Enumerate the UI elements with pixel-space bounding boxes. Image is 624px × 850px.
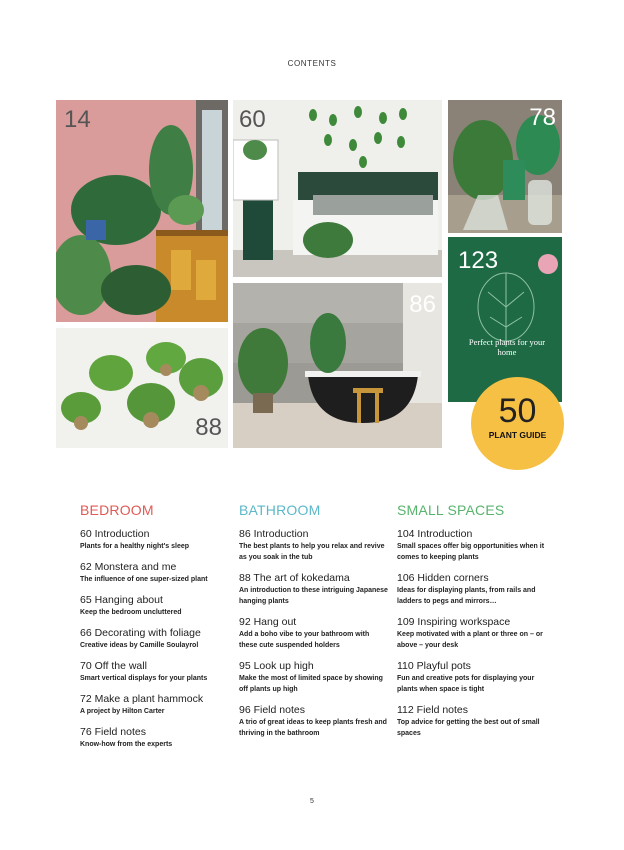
toc-entry[interactable]: [80, 528, 230, 552]
guide-cover-title: Perfect plants for your home: [468, 337, 546, 357]
section-heading: SMALL SPACES: [397, 502, 505, 518]
entry-title: 88 The art of kokedama: [239, 572, 350, 584]
badge-number: 50: [498, 392, 537, 430]
entry-title: 60 Introduction: [80, 528, 150, 540]
entry-desc: Plants for a healthy night's sleep: [80, 543, 190, 550]
section-small-spaces: [397, 502, 547, 748]
entry-title: 104 Introduction: [397, 528, 473, 540]
photo-bedroom-shelves: [56, 100, 228, 322]
entry-title: 65 Hanging about: [80, 594, 163, 606]
entry-desc: Fun and creative pots for displaying your plants when space is tight: [397, 675, 535, 693]
toc-entry[interactable]: [397, 528, 547, 563]
toc-entry[interactable]: [80, 627, 230, 651]
toc-entry[interactable]: [239, 572, 389, 607]
toc-entry[interactable]: [80, 660, 230, 684]
entry-title: 72 Make a plant hammock: [80, 693, 204, 705]
entry-desc: Make the most of limited space by showing off plants up high: [239, 675, 383, 693]
toc-entry[interactable]: [397, 616, 547, 651]
photo-bedroom-bed: [233, 100, 442, 277]
entry-desc: Ideas for displaying plants, from rails and ladders to pegs and mirrors…: [397, 587, 536, 605]
entry-title: 96 Field notes: [239, 704, 305, 716]
photo-number: 86: [409, 291, 436, 318]
toc-entry[interactable]: [397, 572, 547, 607]
entry-title: 110 Playful pots: [397, 660, 471, 672]
toc-entry[interactable]: [80, 693, 230, 717]
entry-title: 92 Hang out: [239, 616, 297, 628]
toc-entry[interactable]: [239, 704, 389, 739]
toc-entry[interactable]: [80, 594, 230, 618]
page-header: CONTENTS: [287, 59, 337, 68]
toc-entry[interactable]: [397, 660, 547, 695]
toc-entry[interactable]: [80, 726, 230, 750]
entry-title: 86 Introduction: [239, 528, 309, 540]
toc-entry[interactable]: [239, 660, 389, 695]
entry-desc: Keep the bedroom uncluttered: [80, 609, 182, 616]
entry-desc: The influence of one super-sized plant: [80, 576, 208, 583]
entry-desc: A project by Hilton Carter: [80, 708, 165, 715]
entry-title: 66 Decorating with foliage: [80, 627, 201, 639]
entry-desc: The best plants to help you relax and revive as you soak in the tub: [239, 543, 385, 561]
entry-desc: Add a boho vibe to your bathroom with these cute suspended holders: [239, 631, 370, 649]
entry-desc: A trio of great ideas to keep plants fresh and thriving in the bathroom: [239, 719, 387, 737]
photo-number: 60: [239, 106, 266, 133]
page-number: 5: [310, 798, 314, 805]
photo-number: 123: [458, 247, 499, 274]
section-bedroom: [80, 502, 230, 759]
toc-entry[interactable]: [397, 704, 547, 739]
photo-number: 88: [195, 414, 222, 441]
entry-title: 112 Field notes: [397, 704, 469, 716]
plant-guide-badge: [471, 377, 564, 470]
entry-title: 70 Off the wall: [80, 660, 147, 672]
section-heading: BATHROOM: [239, 502, 321, 518]
photo-plant-guide-cover: [448, 237, 562, 402]
photo-terrariums: [448, 100, 562, 233]
badge-label: PLANT GUIDE: [488, 430, 547, 440]
entry-desc: Top advice for getting the best out of small spaces: [397, 719, 540, 737]
entry-title: 62 Monstera and me: [80, 561, 177, 573]
entry-desc: Keep motivated with a plant or three on – or above – your desk: [397, 631, 543, 649]
section-heading: BEDROOM: [80, 502, 154, 518]
entry-desc: Small spaces offer big opportunities when it comes to keeping plants: [397, 543, 545, 561]
photo-number: 14: [64, 106, 91, 133]
entry-desc: Know-how from the experts: [80, 741, 173, 748]
toc-entry[interactable]: [80, 561, 230, 585]
entry-title: 109 Inspiring workspace: [397, 616, 511, 628]
toc-entry[interactable]: [239, 616, 389, 651]
entry-desc: Smart vertical displays for your plants: [80, 675, 208, 682]
entry-title: 76 Field notes: [80, 726, 146, 738]
photo-bathroom-tub: [233, 283, 442, 448]
entry-title: 106 Hidden corners: [397, 572, 489, 584]
toc-entry[interactable]: [239, 528, 389, 563]
entry-desc: An introduction to these intriguing Japanese hanging plants: [239, 587, 388, 605]
photo-number: 78: [529, 104, 556, 131]
entry-title: 95 Look up high: [239, 660, 314, 672]
photo-hanging-ferns: [56, 328, 228, 448]
entry-desc: Creative ideas by Camille Soulayrol: [80, 642, 199, 649]
section-bathroom: [239, 502, 389, 748]
